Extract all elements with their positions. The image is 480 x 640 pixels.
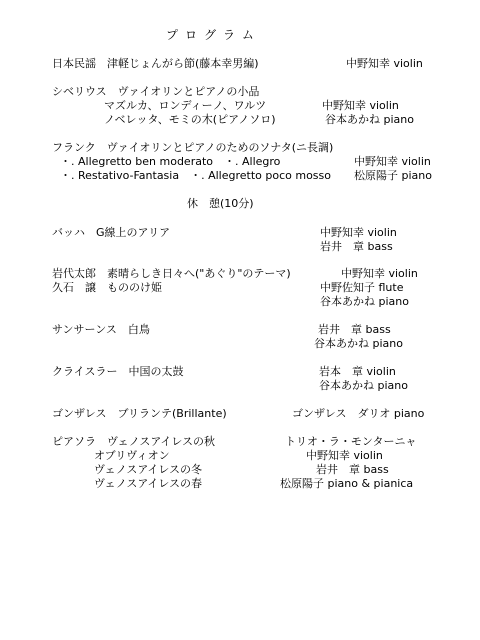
performer: ゴンザレス ダリオ piano <box>292 407 425 420</box>
performer: 中野知幸 violin <box>346 57 423 70</box>
performer: 中野知幸 violin <box>322 99 399 112</box>
piece-title: ヴェノスアイレスの春 <box>94 477 203 490</box>
movement-list: ・. Restativo-Fantasia ・. Allegretto poco mosso <box>60 169 331 182</box>
performer: トリオ・ラ・モンターニャ <box>285 435 417 448</box>
piece-title: クライスラー 中国の太鼓 <box>52 365 184 378</box>
piece-title: マズルカ、ロンディーノ、ワルツ <box>104 99 267 112</box>
piece-title: ノベレッタ、モミの木(ピアノソロ) <box>104 113 276 126</box>
performer: 松原陽子 piano & pianica <box>280 477 414 490</box>
performer: 松原陽子 piano <box>354 169 432 182</box>
piece-title: ピアソラ ヴェノスアイレスの秋 <box>52 435 216 448</box>
piece-title: ヴェノスアイレスの冬 <box>94 463 203 476</box>
piece-title: ゴンザレス ブリランテ(Brillante) <box>52 407 227 420</box>
piece-title: 久石 譲 もののけ姫 <box>52 281 162 294</box>
performer: 岩井 章 bass <box>316 463 389 476</box>
performer: 谷本あかね piano <box>314 337 403 350</box>
performer: 岩本 章 violin <box>319 365 396 378</box>
performer: 谷本あかね piano <box>320 295 409 308</box>
piece-title: バッハ G線上のアリア <box>52 226 171 239</box>
page-title: プログラム <box>166 28 261 42</box>
performer: 中野知幸 violin <box>354 155 431 168</box>
composer-heading: シベリウス ヴァイオリンとピアノの小品 <box>52 85 260 98</box>
performer: 岩井 章 bass <box>318 323 391 336</box>
piece-title: オブリヴィオン <box>94 449 170 462</box>
performer: 谷本あかね piano <box>325 113 414 126</box>
piece-title: 日本民謡 津軽じょんがら節(藤本幸男編) <box>52 57 259 70</box>
performer: 中野知幸 violin <box>341 267 418 280</box>
composer-heading: フランク ヴァイオリンとピアノのためのソナタ(ニ長調) <box>52 141 334 154</box>
movement-list: ・. Allegretto ben moderato ・. Allegro <box>60 155 281 168</box>
performer: 中野知幸 violin <box>320 226 397 239</box>
performer: 中野知幸 violin <box>306 449 383 462</box>
performer: 中野佐知子 flute <box>320 281 404 294</box>
piece-title: サンサーンス 白鳥 <box>52 323 150 336</box>
performer: 岩井 章 bass <box>320 240 393 253</box>
performer: 谷本あかね piano <box>319 379 408 392</box>
piece-title: 岩代太郎 素晴らしき日々へ("あぐり"のテーマ) <box>52 267 291 280</box>
intermission: 休 憩(10分) <box>187 197 254 210</box>
